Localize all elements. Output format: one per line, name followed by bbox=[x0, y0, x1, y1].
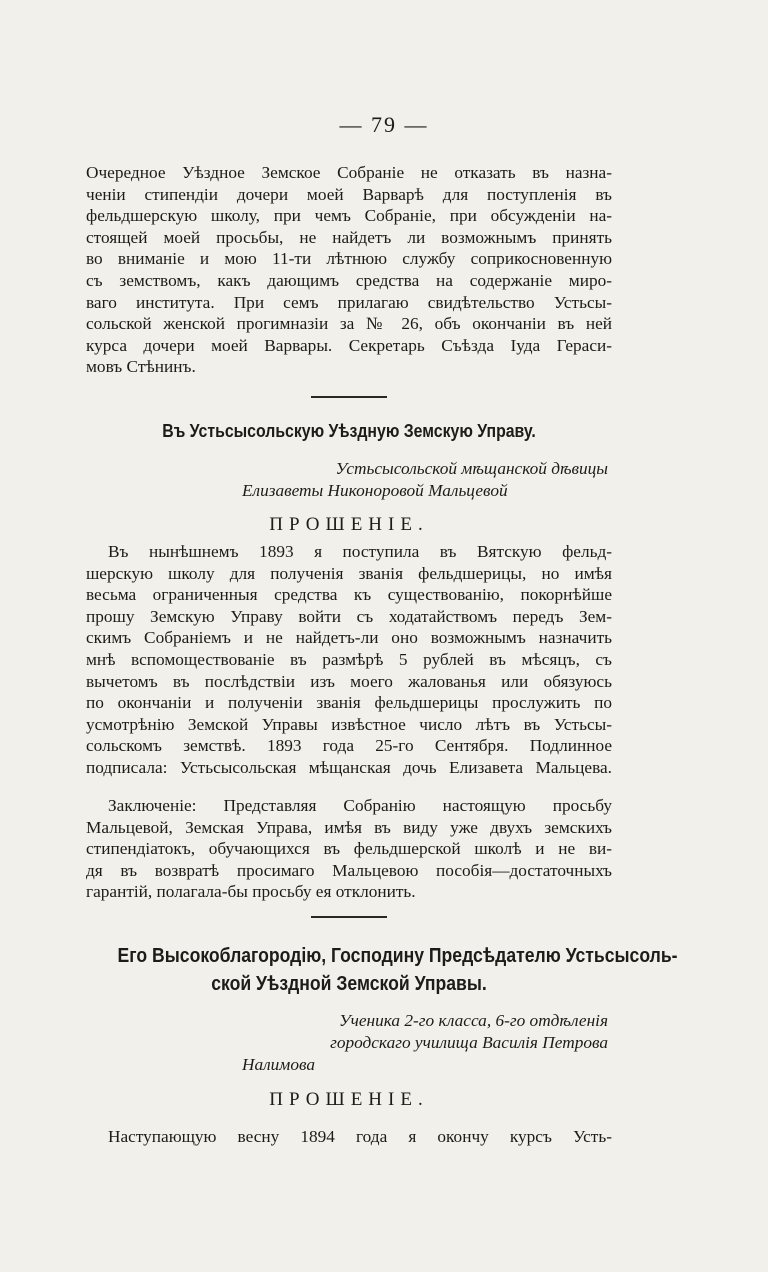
text-line: вычетомъ въ послѣдствіи изъ моего жалованья или обязуюсь bbox=[86, 671, 612, 691]
separator bbox=[86, 916, 612, 918]
petitioner-line: Елизаветы Никоноровой Мальцевой bbox=[242, 481, 508, 500]
conclusion-paragraph bbox=[86, 795, 612, 903]
text-line: подписала: Устьсысольская мѣщанская дочь Елизавета Мальцева. bbox=[86, 757, 612, 777]
text-line: Въ нынѣшнемъ 1893 я поступила въ Вятскую фельд- bbox=[108, 542, 612, 561]
text-line: весьма ограниченныя средства къ существованію, покорнѣйше bbox=[86, 585, 612, 605]
petition-title: ПРОШЕНІЕ. bbox=[269, 514, 429, 535]
petitioner-line: Налимова bbox=[242, 1055, 315, 1074]
text-line: дя въ возвратѣ просимаго Мальцевою пособія—достаточныхъ bbox=[86, 860, 612, 880]
intro-paragraph bbox=[86, 162, 612, 378]
text-line: во вниманіе и мою 11-ти лѣтнюю службу соприкосновенную bbox=[86, 249, 612, 269]
text-line: мнѣ вспомоществованіе въ размѣрѣ 5 рублей въ мѣсяцъ, съ bbox=[86, 649, 612, 669]
text-line: скимъ Собраніемъ и не найдетъ-ли оно возможнымъ назначить bbox=[86, 628, 612, 648]
text-line: стоящей моей просьбы, не найдетъ ли возможнымъ принять bbox=[86, 227, 612, 247]
petition-title-1 bbox=[86, 511, 612, 539]
text-line: ченіи стипендіи дочери моей Варварѣ для поступленія въ bbox=[86, 184, 612, 204]
text-line: курса дочери моей Варвары. Секретарь Съѣзда Іуда Гераси- bbox=[86, 335, 612, 355]
text-line: стипендіатокъ, обучающихся въ фельдшерской школѣ и не ви- bbox=[86, 839, 612, 859]
text-line: Мальцевой, Земская Управа, имѣя въ виду уже двухъ земскихъ bbox=[86, 817, 612, 837]
text-line: фельдшерскую школу, при чемъ Собраніе, при обсужденіи на- bbox=[86, 206, 612, 226]
petitioner-1 bbox=[86, 458, 612, 502]
text-line: сольскомъ земствѣ. 1893 года 25-го Сентября. Подлинное bbox=[86, 736, 612, 756]
text-line: усмотрѣнію Земской Управы извѣстное число лѣтъ въ Устьсы- bbox=[86, 714, 612, 734]
text-line: гарантій, полагала-бы просьбу ея отклонить. bbox=[86, 882, 416, 902]
petitioner-line: Устьсысольской мѣщанской дѣвицы bbox=[335, 459, 608, 478]
petitioner-line: Ученика 2-го класса, 6-го отдѣленія bbox=[339, 1011, 608, 1030]
petition-body-2 bbox=[86, 1126, 612, 1148]
text-line: по окончаніи и полученіи званія фельдшерицы прослужить по bbox=[86, 693, 612, 713]
text-line: сольской женской прогимназіи за № 26, объ окончаніи въ ней bbox=[86, 314, 612, 334]
heading-address-1 bbox=[86, 418, 612, 444]
text-line: ваго института. При семъ прилагаю свидѣтельство Устьсы- bbox=[86, 292, 612, 312]
text-line: Заключеніе: Представляя Собранію настоящую просьбу bbox=[108, 796, 612, 815]
petitioner-line: городскаго училища Василія Петрова bbox=[330, 1033, 608, 1052]
page-number: — 79 — bbox=[339, 112, 429, 137]
address-heading: Въ Устьсысольскую Уѣздную Земскую Управу. bbox=[162, 421, 536, 441]
separator-rule bbox=[311, 916, 387, 918]
petition-title-2 bbox=[86, 1086, 612, 1114]
text-line: Наступающую весну 1894 года я окончу курсъ Усть- bbox=[108, 1127, 612, 1146]
petitioner-2 bbox=[86, 1010, 612, 1076]
separator-rule bbox=[311, 396, 387, 398]
address-heading: ской Уѣздной Земской Управы. bbox=[211, 973, 487, 995]
heading-address-2 bbox=[86, 942, 678, 998]
text-line: Очередное Уѣздное Земское Собраніе не отказать въ назна- bbox=[86, 163, 612, 182]
separator bbox=[86, 396, 612, 398]
text-line: съ земствомъ, какъ дающимъ средства на содержаніе миро- bbox=[86, 270, 612, 290]
petition-body-1 bbox=[86, 541, 612, 779]
petition-title: ПРОШЕНІЕ. bbox=[269, 1089, 429, 1110]
text-line: мовъ Стѣнинъ. bbox=[86, 357, 196, 377]
text-line: прошу Земскую Управу войти съ ходатайствомъ передъ Зем- bbox=[86, 606, 612, 626]
text-line: шерскую школу для полученія званія фельдшерицы, но имѣя bbox=[86, 563, 612, 583]
address-heading: Его Высокоблагородію, Господину Предсѣдателю Устьсысоль- bbox=[117, 945, 678, 967]
